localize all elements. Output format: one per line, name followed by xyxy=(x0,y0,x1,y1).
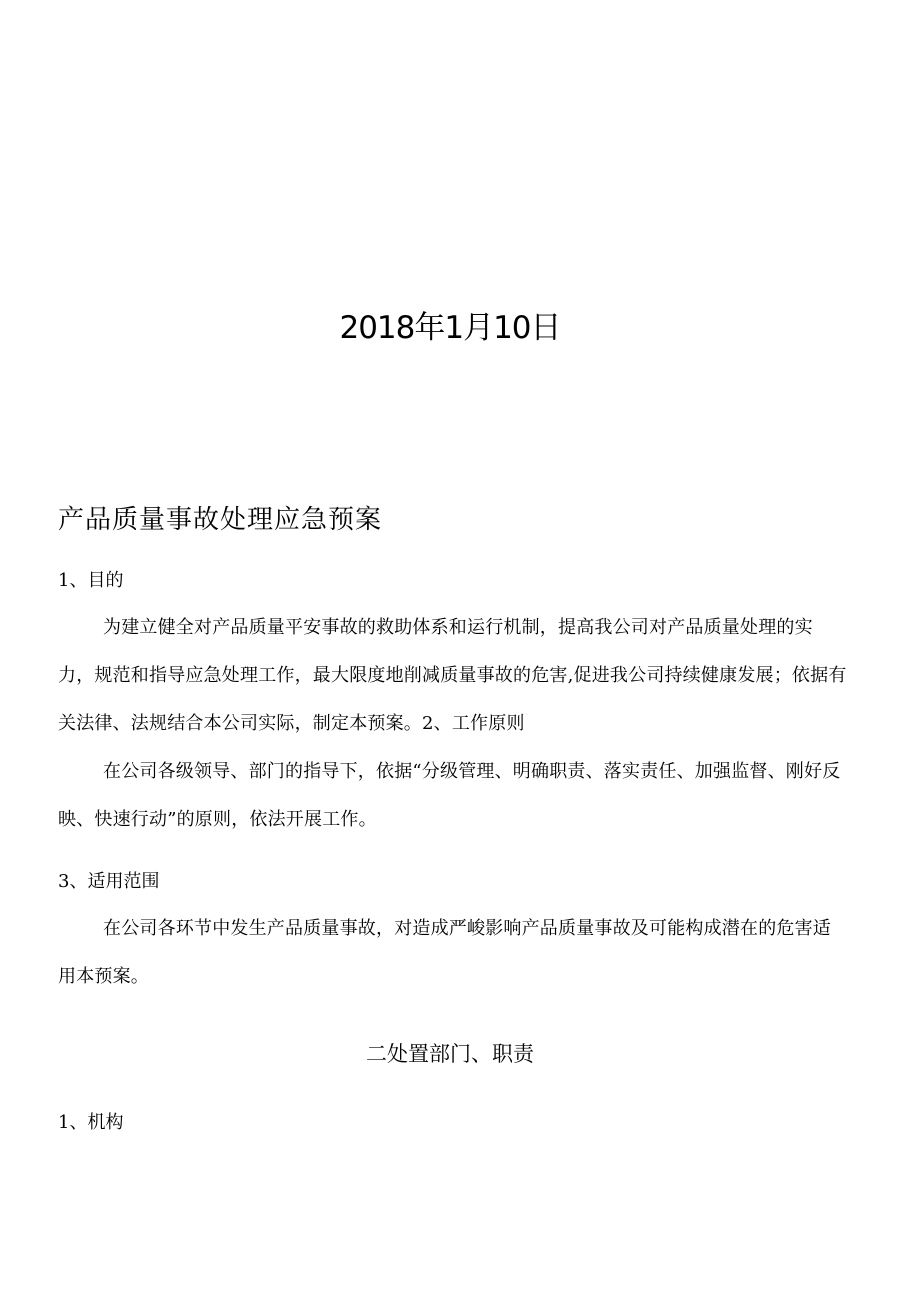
paragraph-principle: 在公司各级领导、部门的指导下，依据“分级管理、明确职责、落实责任、加强监督、刚好反映、快速行动”的原则，依法开展工作。 xyxy=(58,761,841,830)
paragraph-purpose: 为建立健全对产品质量平安事故的救助体系和运行机制，提高我公司对产品质量处理的实力，规范和指导应急处理工作，最大限度地削减质量事故的危害,促进我公司持续健康发展；依据有关法律、法规结合本公司实际，制定本预案。2、工作原则 xyxy=(58,617,847,734)
document-title: 产品质量事故处理应急预案 xyxy=(58,505,383,535)
paragraph-scope: 在公司各环节中发生产品质量事故，对造成严峻影响产品质量事故及可能构成潜在的危害适用本预案。 xyxy=(58,918,831,987)
section-heading-organization: 1、机构 xyxy=(58,1112,124,1133)
document-date: 2018年1月10日 xyxy=(339,310,561,346)
section-heading-purpose: 1、目的 xyxy=(58,570,124,591)
section-title-part2: 二处置部门、职责 xyxy=(366,1042,534,1066)
section-heading-scope: 3、适用范围 xyxy=(58,871,160,892)
